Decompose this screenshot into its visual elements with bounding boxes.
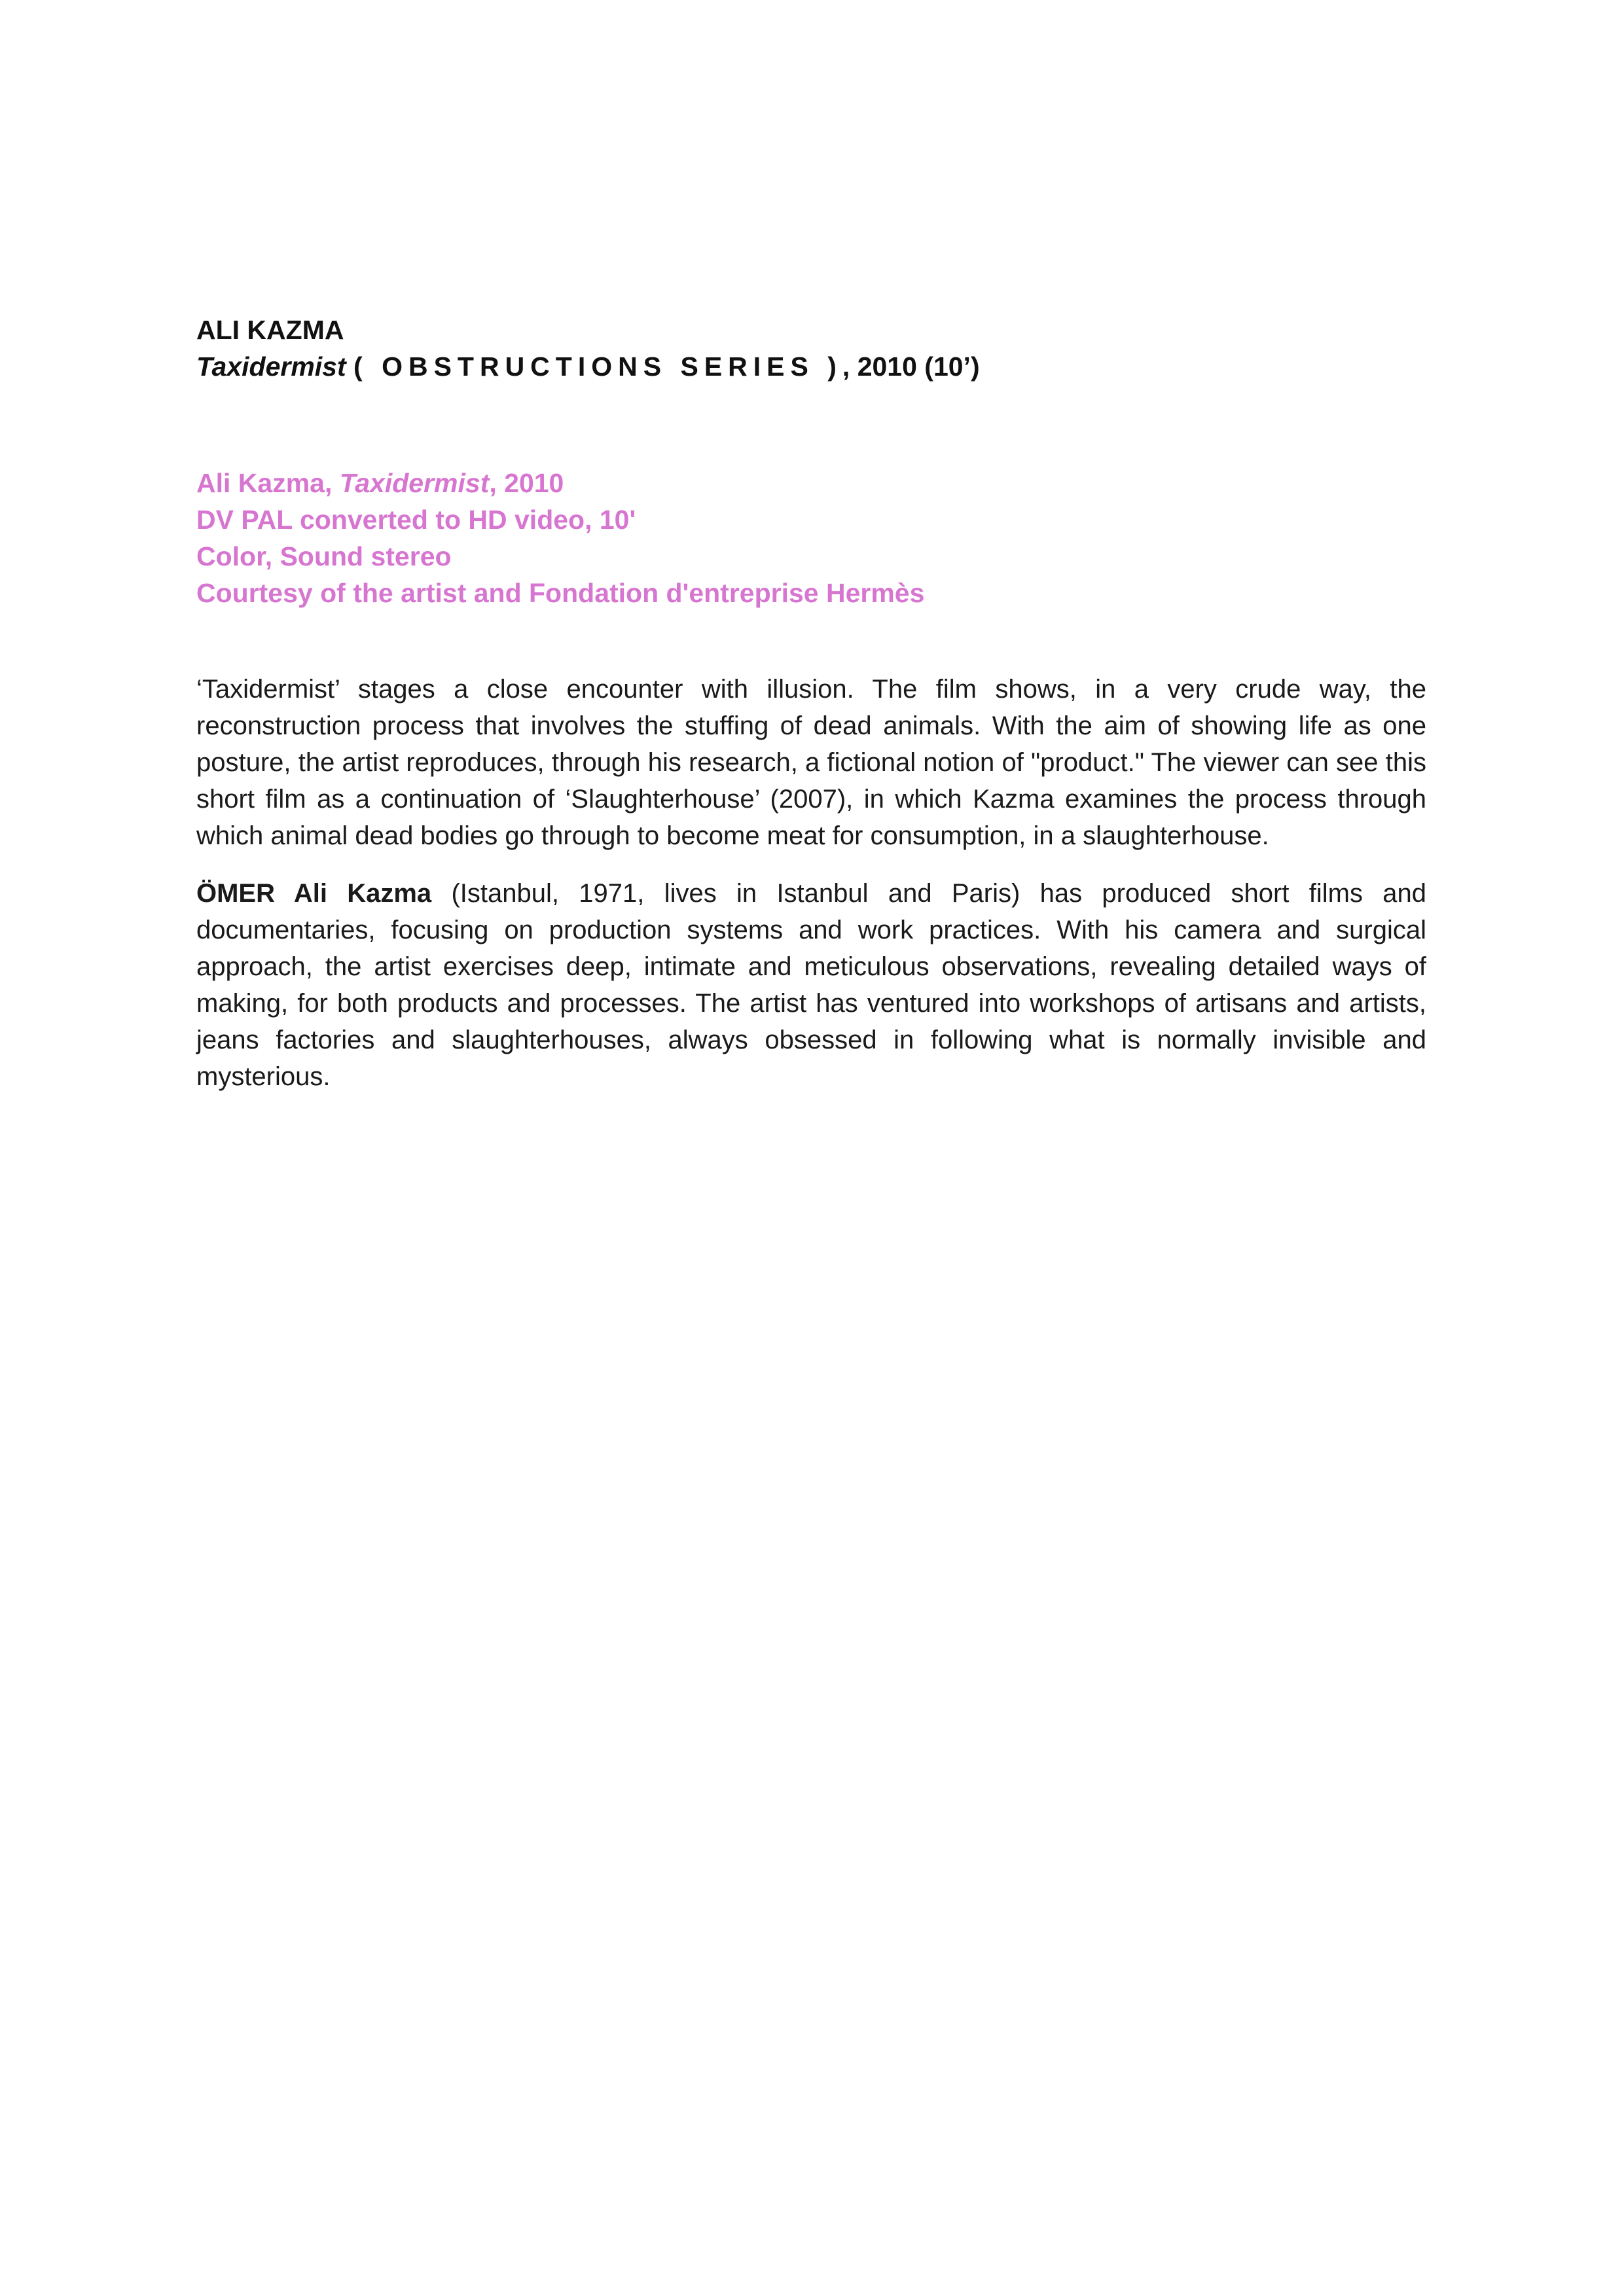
year-duration: , 2010 (10’): [842, 351, 980, 382]
artist-bio-paragraph: [196, 875, 1426, 1095]
work-description: [196, 671, 1426, 1116]
credit-format: DV PAL converted to HD video, 10': [196, 505, 636, 535]
work-title: Taxidermist: [196, 351, 346, 382]
artist-name: ALI KAZMA: [196, 315, 344, 345]
credit-work-title: Taxidermist: [339, 468, 490, 498]
work-credits: [196, 465, 1440, 611]
credit-year: , 2010: [489, 468, 564, 498]
work-header: [196, 312, 1440, 385]
credit-courtesy: Courtesy of the artist and Fondation d'entreprise Hermès: [196, 578, 925, 608]
series-name: ( OBSTRUCTIONS SERIES ): [353, 351, 842, 382]
bio-text: (Istanbul, 1971, lives in Istanbul and Paris) has produced short films and documentaries, focusing on production systems and work practices. With his camera and surgical approach, the artist exercises deep, intimate and meticulous observations, revealing detailed ways of making, for both products and processes. The artist has ventured into workshops of artisans and artists, jeans factories and slaughterhouses, always obsessed in following what is normally invisible and mysterious.: [196, 879, 1426, 1091]
credit-artist: Ali Kazma,: [196, 468, 340, 498]
credit-color-sound: Color, Sound stereo: [196, 541, 452, 571]
credit-title-line: [196, 465, 1440, 501]
bio-name: ÖMER Ali Kazma: [196, 879, 432, 908]
work-title-line: [196, 348, 1440, 385]
description-paragraph: ‘Taxidermist’ stages a close encounter with illusion. The film shows, in a very crude way, the reconstruction process that involves the stuffing of dead animals. With the aim of showing life as one posture, the artist reproduces, through his research, a fictional notion of "product." The viewer can see this short film as a continuation of ‘Slaughterhouse’ (2007), in which Kazma examines the process through which animal dead bodies go through to become meat for consumption, in a slaughterhouse.: [196, 675, 1426, 850]
